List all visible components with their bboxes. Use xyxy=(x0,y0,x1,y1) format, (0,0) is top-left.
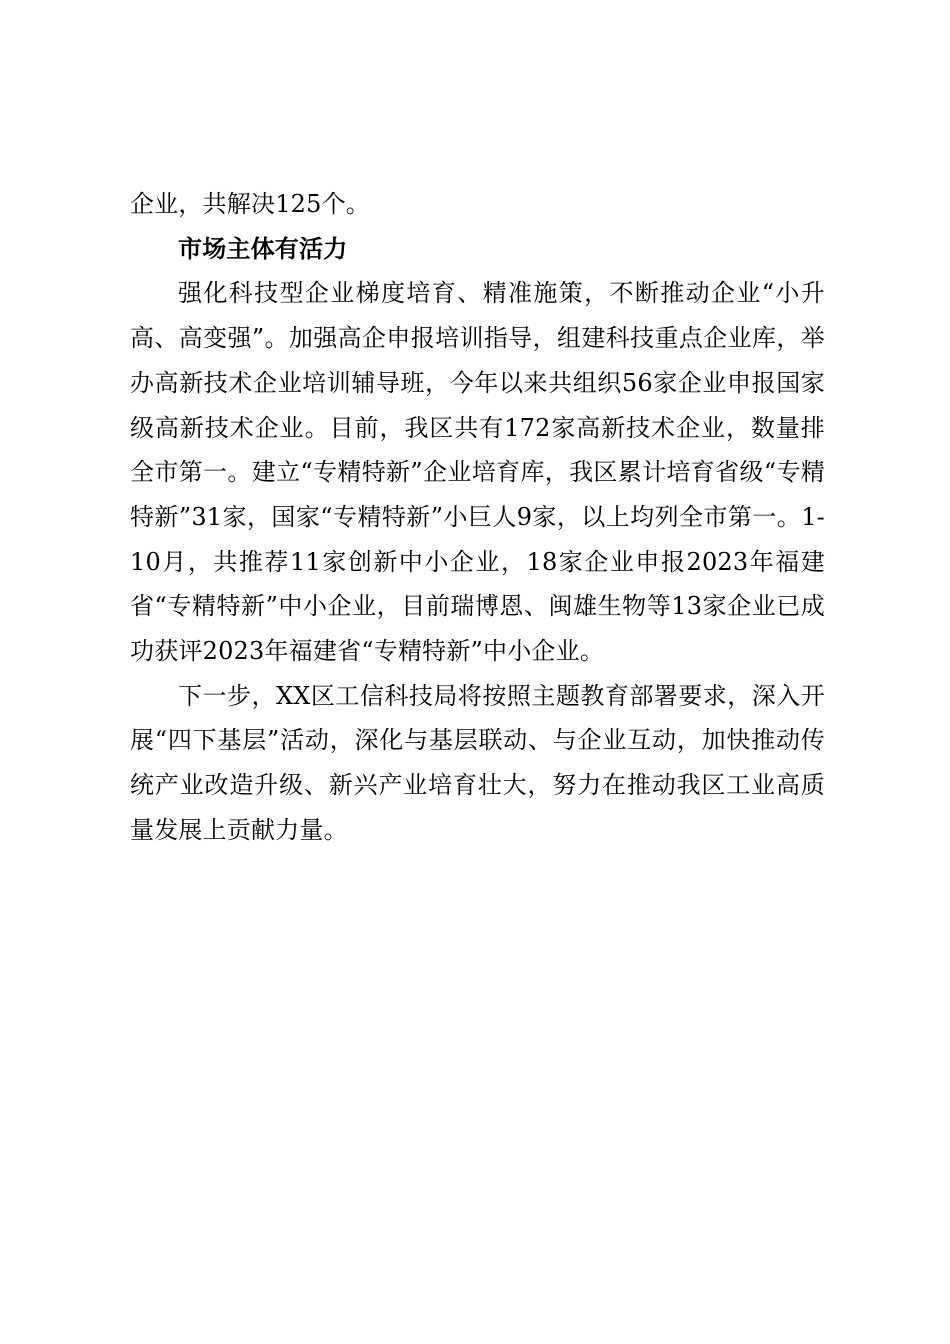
paragraph-2: 下一步，XX区工信科技局将按照主题教育部署要求，深入开展“四下基层”活动，深化与基层联动、与企业互动，加快推动传统产业改造升级、新兴产业培育壮大，努力在推动我区工业高质量发展上贡献力量。 xyxy=(130,681,825,844)
section-heading: 市场主体有活力 xyxy=(178,234,348,263)
document-body xyxy=(130,182,825,853)
continuation-text: 企业，共解决125个。 xyxy=(130,190,371,218)
paragraph-1: 强化科技型企业梯度培育、精准施策，不断推动企业“小升高、高变强”。加强高企申报培训指导，组建科技重点企业库，举办高新技术企业培训辅导班，今年以来共组织56家企业申报国家级高新技术企业。目前，我区共有172家高新技术企业，数量排全市第一。建立“专精特新”企业培育库，我区累计培育省级“专精特新”31家，国家“专精特新”小巨人9家，以上均列全市第一。1-10月，共推荐11家创新中小企业，18家企业申报2023年福建省“专精特新”中小企业，目前瑞博恩、闽雄生物等13家企业已成功获评2023年福建省“专精特新”中小企业。 xyxy=(130,279,825,666)
